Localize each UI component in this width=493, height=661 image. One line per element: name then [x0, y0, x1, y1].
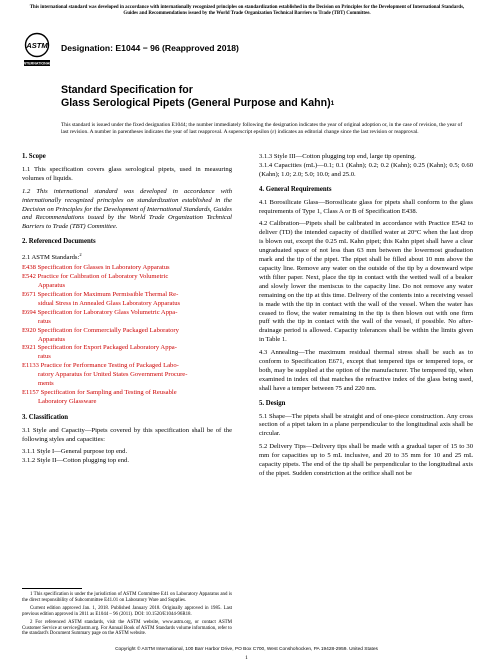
reference-link[interactable]: E671: [22, 290, 36, 298]
paragraph-4-2: 4.2 Calibration—Pipets shall be calibrated in accordance with Practice E542 to deliver (TD) the intended capacity of distilled water at 20°C when the last drop is blown out, except the 0.25 mL Kahn pipet; this Kahn pipet shall have a clear ungraduated space of not less than 63 mm between the lowermost graduation mark and the tip of the pipet. The pipet shall be filled about 10 mm above the capacity line. Remove any water on the outside of the tip by a downward wipe with filter paper. Next, place the tip in contact with the wetted wall of a beaker and slowly lower the meniscus to the capacity line. Do not remove any water remaining on the tip at this time. Delivery of the contents into a receiving vessel is made with the tip in contact with the wall of the vessel. When the water has ceased to flow, the water remaining in the tip is then blown out with one firm puff with the tip in contact with the wall of the vessel, if possible. No after-drainage period is allowed. Capacity tolerances shall be within the limits given in Table 1.: [259, 220, 473, 344]
footnote-1: 1 This specification is under the jurisdiction of ASTM Committee E41 on Laboratory Apparatus and is the direct responsibility of Subcommittee E41.01 on Laboratory Ware and Supplies.: [22, 592, 232, 603]
astm-logo-icon: [24, 32, 50, 68]
paragraph-4-3: 4.3 Annealing—The maximum residual thermal stress shall be such as to conform to Specification E671, except that tempered tips or tempered tops, or both, may be supplied at the option of the manufacturer. The tempered tip, when examined in index oil that matches the refractive index of the glass being used, shall have a temper between 75 and 220 nm.: [259, 349, 473, 392]
footnote-2: 2 For referenced ASTM standards, visit the ASTM website, www.astm.org, or contact ASTM Customer Service at service@astm.org. For Annual Book of ASTM Standards volume information, refer to the standard's Document Summary page on the ASTM website.: [22, 619, 232, 637]
paragraph-3-1-3: 3.1.3 Style III—Cotton plugging top end, large tip opening.: [259, 153, 417, 160]
reference-list: [22, 264, 232, 407]
reference-link[interactable]: E542: [22, 273, 36, 281]
section-3-heading: 3. Classification: [22, 413, 69, 421]
paragraph-5-1: 5.1 Shape—The pipets shall be straight and of one-piece construction. Any cross section of a pipet taken in a plane perpendicular to the longitudinal axis shall be circular.: [259, 412, 473, 438]
reference-item: E438 Specification for Glasses in Laboratory Apparatus: [22, 264, 170, 272]
footnote-divider: [22, 588, 82, 589]
paragraph-2-1: 2.1 ASTM Standards:$^2$: [22, 252, 82, 262]
paragraph-3-1-1: 3.1.1 Style I—General purpose top end.: [22, 448, 128, 456]
svg-text:ASTM: ASTM: [26, 41, 48, 50]
page-title: [61, 84, 441, 110]
paragraph-3-1: 3.1 Style and Capacity—Pipets covered by this specification shall be of the following styles and capacities:: [22, 426, 232, 443]
left-column: [22, 153, 232, 470]
section-4-heading: 4. General Requirements: [259, 185, 332, 193]
paragraph-4-1: 4.1 Borosilicate Glass—Borosilicate glass for pipets shall conform to the glass requirements of Type 1, Class A or B of Specification E438.: [259, 198, 473, 215]
paragraph-5-2: 5.2 Delivery Tips—Delivery tips shall be made with a gradual taper of 15 to 30 mm for capacities up to 5 mL inclusive, and 20 to 35 mm for 10 and 25 mL capacity pipets. The end of the tip shall be perpendicular to the longitudinal axis of the pipet. Sudden constriction at the orifice shall not be: [259, 443, 473, 477]
reference-link[interactable]: E694: [22, 308, 36, 316]
section-2-heading: 2. Referenced Documents: [22, 238, 96, 246]
footnote-1-cont: Current edition approved Jan. 1, 2018. Published January 2018. Originally approved in 1985. Last previous edition approved in 2011 as E1044 – 96 (2011). DOI: 10.1520/E1044-96R18.: [22, 605, 232, 617]
reference-link[interactable]: E920: [22, 326, 36, 334]
copyright-line: Copyright © ASTM International, 100 Barr Harbor Drive, PO Box C700, West Conshohocken, PA 19428-2959. United States: [115, 647, 378, 652]
designation: Designation: E1044 − 96 (Reapproved 2018): [61, 43, 239, 53]
reference-link[interactable]: E438: [22, 264, 36, 272]
reference-item: E542 Practice for Calibration of Laboratory Volumetric Apparatus: [22, 273, 169, 290]
paragraph-1-2: 1.2 This international standard was developed in accordance with internationally recognized principles on standardization established in the Decision on Principles for the Development of International Standards, Guides and Recommendations issued by the World Trade Organization Technical Barriers to Trade (TBT) Committee.: [22, 187, 232, 231]
svg-text:INTERNATIONAL: INTERNATIONAL: [22, 61, 52, 66]
reference-link[interactable]: E921: [22, 344, 36, 352]
reference-item: E694 Specification for Laboratory Glass Volumetric Appa- ratus: [22, 308, 178, 325]
footnotes: [22, 592, 232, 639]
paragraph-3-1-2: 3.1.2 Style II—Cotton plugging top end.: [22, 457, 129, 465]
reference-item: E920 Specification for Commercially Packaged Laboratory Apparatus: [22, 326, 179, 343]
title-line-2: Glass Serological Pipets (General Purpose and Kahn)$^1$: [61, 97, 335, 109]
paragraph-3-1-4: 3.1.4 Capacities (mL)—0.1; 0.1 (Kahn); 0.2; 0.2 (Kahn); 0.25 (Kahn); 0.5; 0.60 (Kahn); 1.0; 2.0; 5.0; 10.0; and 25.0.: [259, 161, 473, 178]
title-line-1: Standard Specification for: [61, 84, 193, 96]
right-column: [259, 153, 473, 483]
reference-item: E1133 Practice for Performance Testing of Packaged Labo- ratory Apparatus for United States Government Procure- ments: [22, 362, 188, 388]
section-5-heading: 5. Design: [259, 399, 286, 407]
reference-link[interactable]: E1157: [22, 388, 39, 396]
section-1-heading: 1. Scope: [22, 153, 46, 160]
international-standard-notice: This international standard was developed in accordance with internationally recognized principles on standardization established in the Decision on Principles for the Development of International Standards, Guides and Recommendations issued by the World Trade Organization Technical Barriers to Trade (TBT) Committee.: [29, 5, 465, 16]
issuance-note: This standard is issued under the fixed designation E1044; the number immediately following the designation indicates the year of original adoption or, in the case of revision, the year of last revision. A number in parentheses indicates the year of last reapproval. A superscript epsilon (ε) indicates an editorial change since the last revision or reapproval.: [61, 122, 463, 135]
reference-item: E1157 Specification for Sampling and Testing of Reusable Laboratory Glassware: [22, 388, 177, 405]
reference-item: E671 Specification for Maximum Permissible Thermal Re- sidual Stress in Annealed Glass Laboratory Apparatus: [22, 290, 181, 307]
reference-item: E921 Specification for Export Packaged Laboratory Appa- ratus: [22, 344, 177, 361]
page-number: 1: [245, 655, 248, 661]
paragraph-1-1: 1.1 This specification covers glass serological pipets, used in measuring volumes of liquids.: [22, 165, 232, 182]
reference-link[interactable]: E1133: [22, 362, 39, 370]
